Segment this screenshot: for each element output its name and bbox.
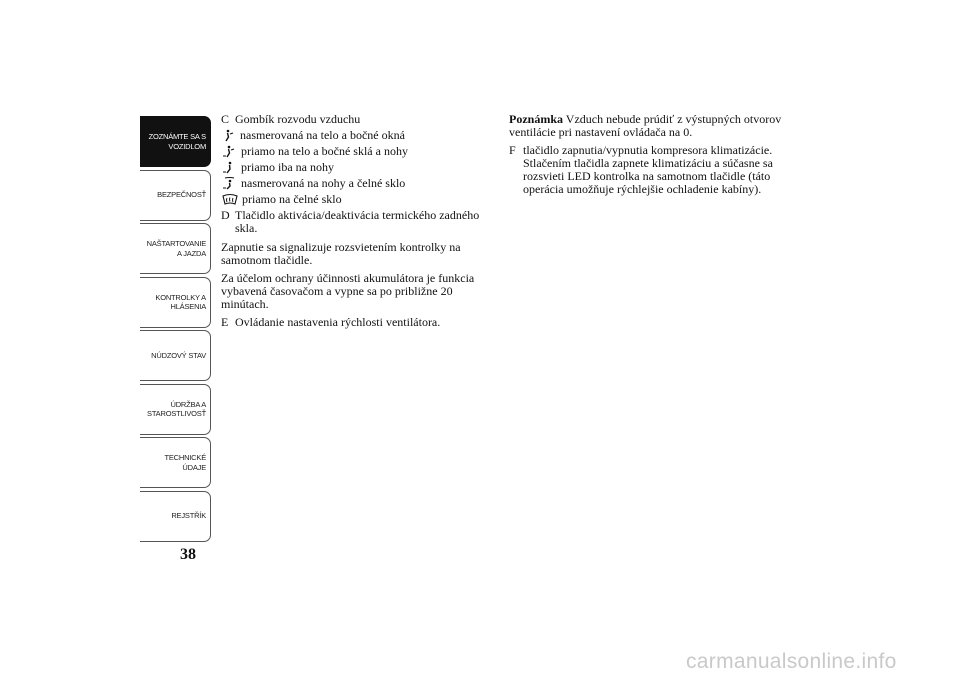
- airflow-body-windows-feet-icon: [221, 145, 239, 158]
- tab-label: REJSTŘÍK: [171, 511, 206, 521]
- paragraph-signal: Zapnutie sa signalizuje rozsvietením kontrolky na samotnom tlačidle.: [221, 240, 461, 267]
- chapter-tabs: [140, 116, 211, 544]
- tab-rejstrik[interactable]: [140, 491, 211, 542]
- right-column: [509, 113, 784, 196]
- item-letter: E: [221, 315, 229, 329]
- tab-nudzovy-stav[interactable]: [140, 330, 211, 381]
- airflow-body-side-windows-icon: [221, 129, 239, 142]
- tab-label: NÚDZOVÝ STAV: [151, 350, 206, 360]
- item-f: [509, 144, 784, 196]
- option-text: priamo na čelné sklo: [242, 191, 342, 206]
- tab-label: NAŠTARTOVANIE A JAZDA: [146, 239, 206, 258]
- item-letter: F: [509, 143, 516, 157]
- tab-kontrolky-a-hlasenia[interactable]: [140, 277, 211, 328]
- windshield-defrost-icon: [221, 193, 239, 206]
- note-text: Vzduch nebude prúdiť z výstupných otvorov ventilácie pri nastavení ovládača na 0.: [509, 112, 782, 139]
- option-feet: [221, 160, 501, 174]
- tab-label: KONTROLKY A HLÁSENIA: [155, 292, 206, 311]
- option-body-windows-feet: [221, 144, 501, 158]
- option-windshield: [221, 192, 501, 206]
- item-c: [221, 113, 501, 126]
- tab-label: ZOZNÁMTE SA S VOZIDLOM: [148, 132, 206, 151]
- tab-udrzba-a-starostlivost[interactable]: [140, 384, 211, 435]
- item-text: Ovládanie nastavenia rýchlosti ventilátora.: [235, 315, 441, 329]
- tab-technicke-udaje[interactable]: [140, 437, 211, 488]
- option-text: nasmerovaná na nohy a čelné sklo: [241, 175, 406, 190]
- tab-label: BEZPEČNOSŤ: [157, 190, 206, 200]
- item-letter: C: [221, 112, 230, 126]
- tab-nastartovanie-a-jazda[interactable]: [140, 223, 211, 274]
- note-label: Poznámka: [509, 112, 563, 126]
- item-d: [221, 209, 501, 235]
- item-text: Tlačidlo aktivácia/deaktivácia termického zadného skla.: [235, 208, 480, 235]
- left-column: [221, 113, 501, 329]
- note-paragraph: [509, 113, 784, 139]
- paragraph-timer: Za účelom ochrany účinnosti akumulátora je funkcia vybavená časovačom a vypne sa po približne 20 minútach.: [221, 271, 475, 311]
- option-text: priamo iba na nohy: [241, 159, 334, 174]
- item-letter: D: [221, 208, 230, 222]
- airflow-feet-windshield-icon: [221, 177, 239, 190]
- item-text: Gombík rozvodu vzduchu: [235, 112, 361, 126]
- airflow-feet-icon: [221, 161, 239, 174]
- tab-label: TECHNICKÉ ÚDAJE: [164, 453, 206, 472]
- tab-zoznamte-sa-s-vozidlom[interactable]: [140, 116, 211, 167]
- tab-bezpecnost[interactable]: [140, 170, 211, 221]
- watermark: carmanualsonline.info: [686, 650, 897, 673]
- option-body-side-windows: [221, 128, 501, 142]
- option-text: nasmerovaná na telo a bočné okná: [240, 127, 405, 142]
- option-feet-windshield: [221, 176, 501, 190]
- option-text: priamo na telo a bočné sklá a nohy: [241, 143, 408, 158]
- page-number: 38: [180, 546, 196, 563]
- item-e: [221, 316, 501, 329]
- item-text: tlačidlo zapnutia/vypnutia kompresora klimatizácie. Stlačením tlačidla zapnete klimatizáciu a súčasne sa rozsvieti LED kontrolka na samotnom tlačidle (táto operácia umožňuje rýchlejšie ochladenie kabíny).: [523, 143, 773, 196]
- tab-label: ÚDRŽBA A STAROSTLIVOSŤ: [147, 399, 206, 418]
